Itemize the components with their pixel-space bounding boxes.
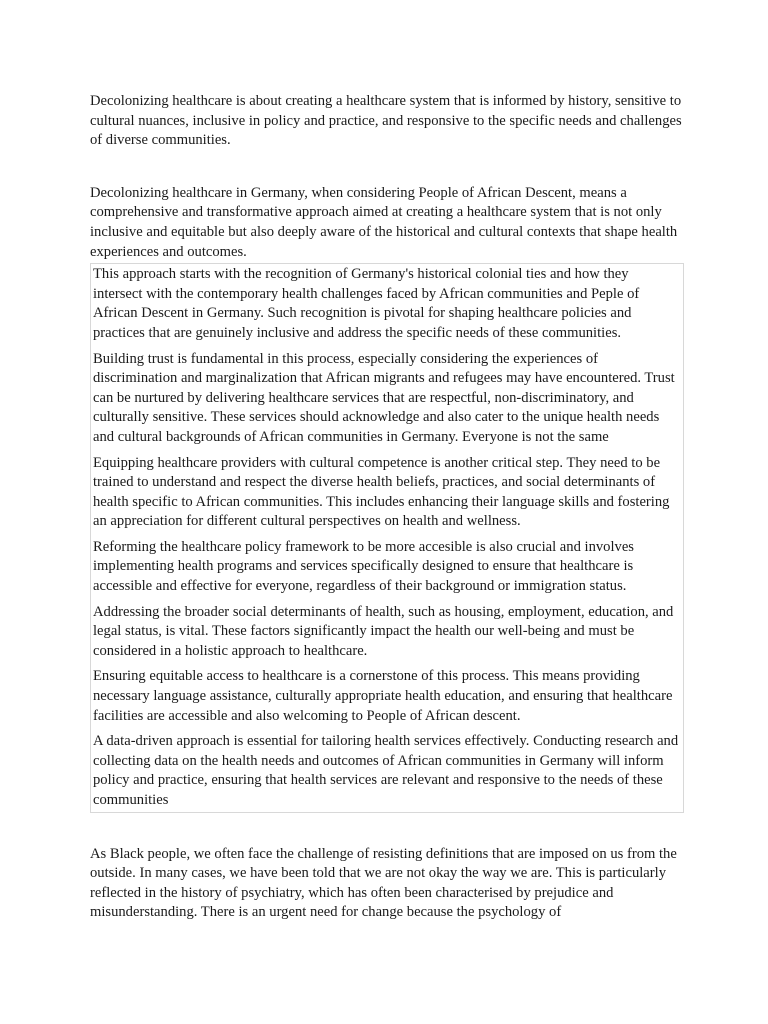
boxed-section <box>90 263 684 812</box>
boxed-paragraph-data-driven: A data-driven approach is essential for tailoring health services effectively. Conducting research and collecting data on the health needs and outcomes of African communities in Germany will inform policy and practice, ensuring that health services are relevant and responsive to the needs of these communities <box>93 733 679 808</box>
boxed-paragraph-recognition: This approach starts with the recognition of Germany's historical colonial ties and how they intersect with the contemporary health challenges faced by African communities and Peple of African Descent in Germany. Such recognition is pivotal for shaping healthcare policies and practices that are genuinely inclusive and address the specific needs of these communities. <box>93 266 640 341</box>
boxed-paragraph-social-determinants: Addressing the broader social determinants of health, such as housing, employment, education, and legal status, is vital. These factors significantly impact the health our well-being and must be considered in a holistic approach to healthcare. <box>93 603 674 659</box>
document-page <box>90 92 682 923</box>
boxed-paragraph-policy: Reforming the healthcare policy framework to be more accesible is also crucial and involves implementing health programs and services specifically designed to ensure that healthcare is accessible and effective for everyone, regardless of their background or immigration status. <box>93 538 634 595</box>
intro-paragraph-1: Decolonizing healthcare is about creating a healthcare system that is informed by history, sensitive to cultural nuances, inclusive in policy and practice, and responsive to the specific needs and challenges of diverse communities. <box>90 93 682 149</box>
closing-paragraph: As Black people, we often face the challenge of resisting definitions that are imposed on us from the outside. In many cases, we have been told that we are not okay the way we are. This is particularly reflected in the history of psychiatry, which has often been characterised by prejudice and misunderstanding. There is an urgent need for change because the psychology of <box>90 845 677 921</box>
intro-paragraph-2: Decolonizing healthcare in Germany, when considering People of African Descent, means a comprehensive and transformative approach aimed at creating a healthcare system that is not only inclusive and equitable but also deeply aware of the historical and cultural contexts that shape health experiences and outcomes. <box>90 184 678 260</box>
boxed-paragraph-cultural-competence: Equipping healthcare providers with cultural competence is another critical step. They need to be trained to understand and respect the diverse health beliefs, practices, and social determinants of health specific to African communities. This includes enhancing their language skills and fostering an appreciation for different cultural perspectives on health and wellness. <box>93 454 670 530</box>
boxed-paragraph-trust: Building trust is fundamental in this process, especially considering the experiences of discrimination and marginalization that African migrants and refugees may have encountered. Trust can be nurtured by delivering healthcare services that are respectful, non-discriminatory, and culturally sensitive. These services should acknowledge and also cater to the unique health needs and cultural backgrounds of African communities in Germany. Everyone is not the same <box>93 350 675 445</box>
boxed-paragraph-equitable-access: Ensuring equitable access to healthcare is a cornerstone of this process. This means providing necessary language assistance, culturally appropriate health education, and ensuring that healthcare facilities are accessible and also welcoming to People of African descent. <box>93 668 673 724</box>
